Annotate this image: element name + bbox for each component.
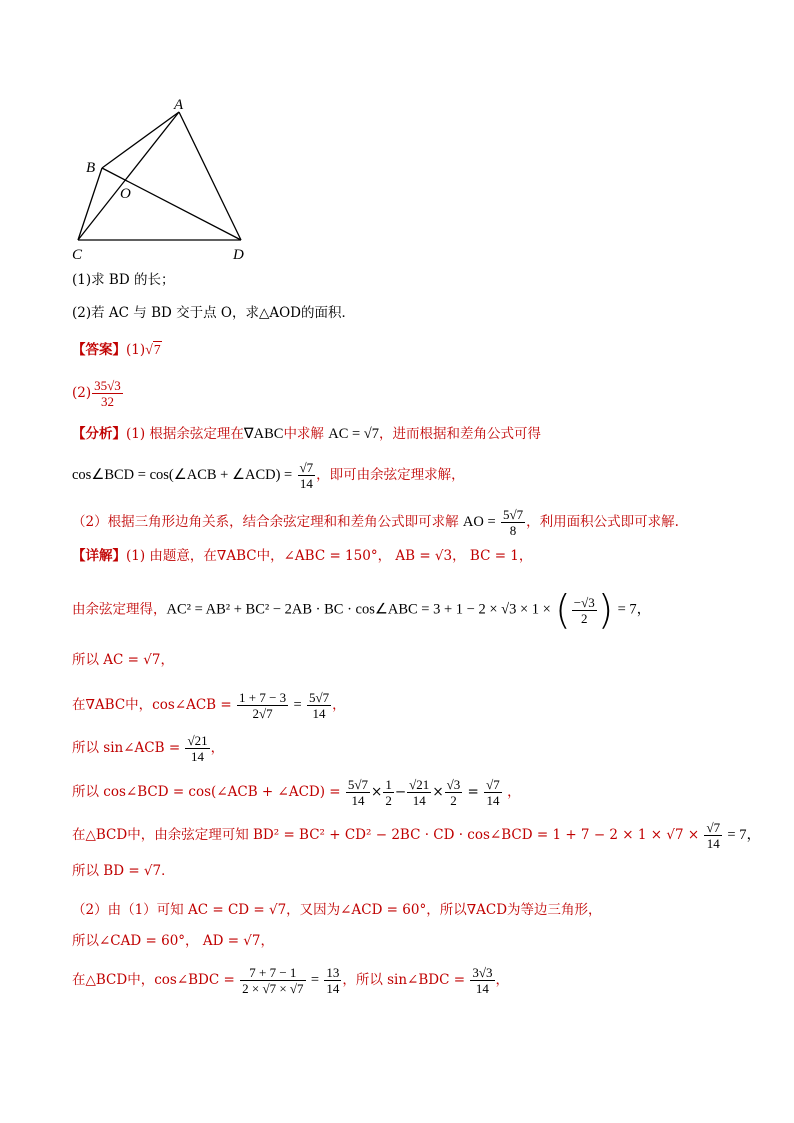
- detail-l11-d2: 14: [326, 981, 340, 996]
- analysis-l2-eq: cos∠BCD = cos(∠ACB + ∠ACD) =: [72, 467, 293, 483]
- detail-l6-text: 所以 cos∠BCD = cos(∠ACB + ∠ACD) =: [72, 784, 341, 800]
- detail-line-8: 所以 BD = √7．: [72, 863, 175, 879]
- analysis-l3-num: 5√7: [502, 507, 524, 522]
- detail-l5-num: √21: [187, 733, 208, 748]
- detail-l6-f5d: 14: [486, 793, 500, 808]
- analysis-l2-text: ，即可由余弦定理求解，: [316, 467, 465, 483]
- detail-line-3: 所以 AC = √7，: [72, 652, 174, 668]
- analysis-line-3: [72, 507, 679, 538]
- detail-l6-f1d: 14: [351, 793, 365, 808]
- detail-line-10: 所以∠CAD = 60°， AD = √7，: [72, 933, 274, 949]
- label-o: O: [120, 186, 131, 202]
- segment-da: [179, 112, 241, 240]
- triangle-figure: [60, 92, 270, 267]
- detail-l2-eq: AC² = AB² + BC² − 2AB · BC · cos∠ABC = 3 + 1 − 2 × √3 × 1 ×: [166, 601, 551, 618]
- detail-l4-num2: 5√7: [308, 690, 330, 705]
- question-2: (2)若 AC 与 BD 交于点 O，求△AOD的面积．: [72, 305, 355, 321]
- detail-line-6: 所以 cos∠BCD = cos(∠ACB + ∠ACD) = $\frac{5√7}{14}$ × $\frac{1}{2}$ − $\frac{√21}{14}$ × $\frac{√3}{2}$ = $\frac{√7}{14}$ ，: [72, 777, 521, 808]
- detail-l2-tail: = 7，: [617, 601, 652, 618]
- detail-l6-f4n: √3: [446, 777, 461, 792]
- detail-l6-f4d: 2: [450, 793, 457, 808]
- answer-tag: 【答案】: [72, 342, 126, 358]
- detail-l5-den: 14: [191, 749, 205, 764]
- detail-l11-text: 在△BCD中，cos∠BDC =: [72, 972, 235, 988]
- detail-l4-num1: 1 + 7 − 3: [239, 690, 287, 705]
- analysis-l3-den: 8: [509, 523, 517, 538]
- detail-line-7: [72, 820, 761, 851]
- label-d: D: [233, 247, 244, 263]
- detail-tag: 【详解】: [72, 548, 126, 564]
- analysis-tag: 【分析】: [72, 426, 126, 442]
- detail-line-11: 在△BCD中，cos∠BDC = $\frac{7 + 7 - 1}{2 \times √7 \times √7}$ = $\frac{13}{14}$ ，所以 sin∠BDC = $\frac{3√3}{14}$ ，: [72, 965, 509, 996]
- detail-l11-b: ，所以 sin∠BDC =: [342, 972, 466, 988]
- analysis-l1-c: ，进而根据和差角公式可得: [379, 426, 542, 442]
- analysis-l3-a: （2）根据三角形边角关系，结合余弦定理和和差角公式即可求解: [72, 514, 459, 530]
- segment-bc: [78, 168, 102, 240]
- detail-l6-f5n: √7: [486, 777, 500, 792]
- detail-l7-tail: = 7，: [727, 827, 761, 843]
- analysis-l1-tri: ∇ABC: [243, 426, 284, 442]
- label-c: C: [72, 247, 83, 263]
- analysis-line-2: [72, 460, 465, 491]
- detail-l6-f2n: 1: [385, 777, 392, 792]
- segment-bd: [102, 168, 241, 240]
- detail-line-2: 由余弦定理得，AC² = AB² + BC² − 2AB · BC · cos∠ABC = 3 + 1 − 2 × √3 × 1 × ( $\frac{-√3}{2}$ ) = 7，: [72, 587, 652, 633]
- detail-l6-f3n: √21: [409, 777, 430, 792]
- detail-l6-f1n: 5√7: [347, 777, 369, 792]
- answer-2-prefix: (2): [72, 385, 92, 401]
- detail-l11-num: 7 + 7 − 1: [240, 965, 305, 981]
- detail-l2-text: 由余弦定理得，: [72, 601, 167, 618]
- detail-l5-text: 所以 sin∠ACB =: [72, 740, 181, 756]
- detail-l11-n2: 13: [326, 965, 340, 980]
- detail-l11-d3: 14: [475, 981, 489, 996]
- detail-l4-den2: 14: [312, 706, 326, 721]
- analysis-l1-eq: AC = √7: [328, 426, 380, 442]
- detail-l6-f3d: 14: [412, 793, 426, 808]
- analysis-l1-a: (1) 根据余弦定理在: [126, 426, 244, 442]
- answer-2-num: 35√3: [94, 378, 121, 393]
- analysis-line-1: [72, 424, 541, 444]
- segment-ac: [78, 112, 179, 240]
- detail-l2-den: 2: [580, 610, 588, 626]
- detail-line-9: （2）由（1）可知 AC = CD = √7，又因为∠ACD = 60°，所以∇ACD为等边三角形，: [72, 902, 602, 918]
- detail-line-5: 所以 sin∠ACB = $\frac{√21}{14}$ ，: [72, 733, 225, 764]
- answer-2-den: 32: [100, 394, 114, 409]
- detail-l7-den: 14: [706, 836, 720, 851]
- analysis-l3-eq: AO =: [462, 514, 496, 530]
- detail-l11-n3: 3√3: [472, 965, 493, 980]
- detail-l1: (1) 由题意，在∇ABC中，∠ABC = 150°， AB = √3， BC = 1，: [126, 548, 533, 564]
- analysis-l2-num: √7: [299, 460, 314, 475]
- analysis-l3-b: ，利用面积公式即可求解.: [526, 514, 679, 530]
- answer-1-value: 7: [153, 342, 161, 357]
- question-1: (1)求 BD 的长；: [72, 272, 175, 288]
- detail-l11-mid: =: [310, 972, 320, 988]
- label-b: B: [86, 160, 96, 176]
- analysis-l1-b: 中求解: [283, 426, 324, 442]
- answer-line-2: [72, 378, 124, 409]
- detail-l11-den: 2 × √7 × √7: [242, 981, 304, 996]
- answer-line-1: 【答案】(1)√7: [72, 342, 161, 358]
- detail-line-1: [72, 546, 532, 566]
- segment-ab: [102, 112, 179, 168]
- answer-1-prefix: (1): [126, 342, 146, 358]
- label-a: A: [174, 97, 184, 113]
- detail-l6-f2d: 2: [385, 793, 392, 808]
- detail-l2-num: −√3: [573, 594, 595, 610]
- analysis-l2-den: 14: [299, 476, 313, 491]
- detail-l4-text: 在∇ABC中，cos∠ACB =: [72, 697, 232, 713]
- detail-l4-den1: 2√7: [252, 706, 273, 721]
- detail-l7-num: √7: [706, 820, 721, 835]
- detail-l7-text: 在△BCD中，由余弦定理可知 BD² = BC² + CD² − 2BC · CD · cos∠BCD = 1 + 7 − 2 × 1 × √7 ×: [72, 827, 700, 843]
- detail-line-4: 在∇ABC中，cos∠ACB = $\frac{1 + 7 - 3}{2√7}$ = $\frac{5√7}{14}$ ，: [72, 690, 346, 721]
